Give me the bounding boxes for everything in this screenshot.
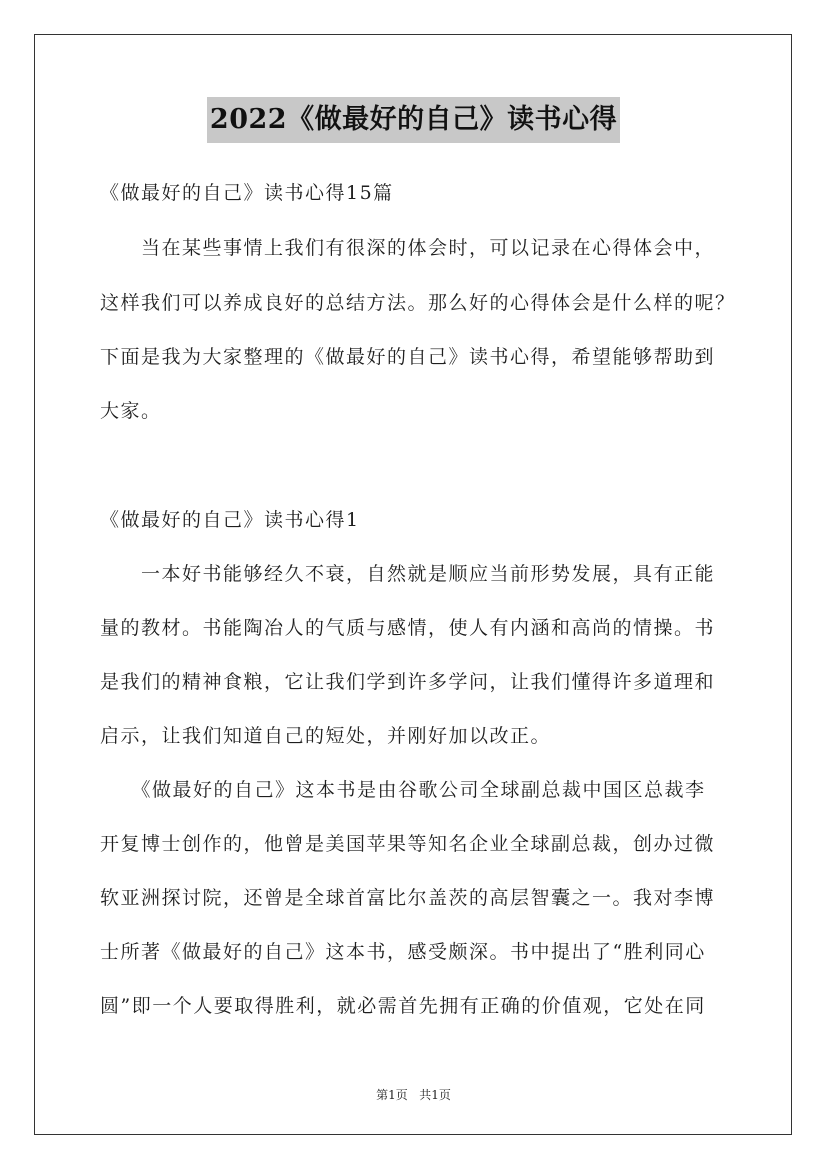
intro-line: 下面是我为大家整理的《做最好的自己》读书心得，希望能够帮助到 xyxy=(100,346,716,368)
intro-line: 这样我们可以养成良好的总结方法。那么好的心得体会是什么样的呢？ xyxy=(100,292,736,314)
paragraph-line: 开复博士创作的，他曾是美国苹果等知名企业全球副总裁，创办过微 xyxy=(100,833,716,855)
paragraph-line: 软亚洲探讨院，还曾是全球首富比尔盖茨的高层智囊之一。我对李博 xyxy=(100,887,716,909)
paragraph-line: 启示，让我们知道自己的短处，并刚好加以改正。 xyxy=(100,725,552,747)
page-total: 共1页 xyxy=(419,1088,451,1102)
section-heading: 《做最好的自己》读书心得1 xyxy=(100,509,360,531)
paragraph-line: 是我们的精神食粮，它让我们学到许多学问，让我们懂得许多道理和 xyxy=(100,671,716,693)
page-number: 第1页 xyxy=(376,1088,408,1102)
title-container xyxy=(0,97,827,143)
page-footer xyxy=(0,1087,827,1103)
paragraph-line: 一本好书能够经久不衰，自然就是顺应当前形势发展，具有正能 xyxy=(100,563,716,585)
intro-line: 大家。 xyxy=(100,400,162,422)
intro-line: 当在某些事情上我们有很深的体会时，可以记录在心得体会中， xyxy=(100,237,716,259)
paragraph-line: 量的教材。书能陶冶人的气质与感情，使人有内涵和高尚的情操。书 xyxy=(100,617,716,639)
paragraph-line: 《做最好的自己》这本书是由谷歌公司全球副总裁中国区总裁李 xyxy=(100,779,706,801)
document-title: 2022《做最好的自己》读书心得 xyxy=(207,97,620,143)
paragraph-line: 士所著《做最好的自己》这本书，感受颇深。书中提出了“胜利同心 xyxy=(100,941,706,963)
document-subtitle: 《做最好的自己》读书心得15篇 xyxy=(100,182,394,204)
paragraph-line: 圆”即一个人要取得胜利，就必需首先拥有正确的价值观，它处在同 xyxy=(100,995,706,1017)
